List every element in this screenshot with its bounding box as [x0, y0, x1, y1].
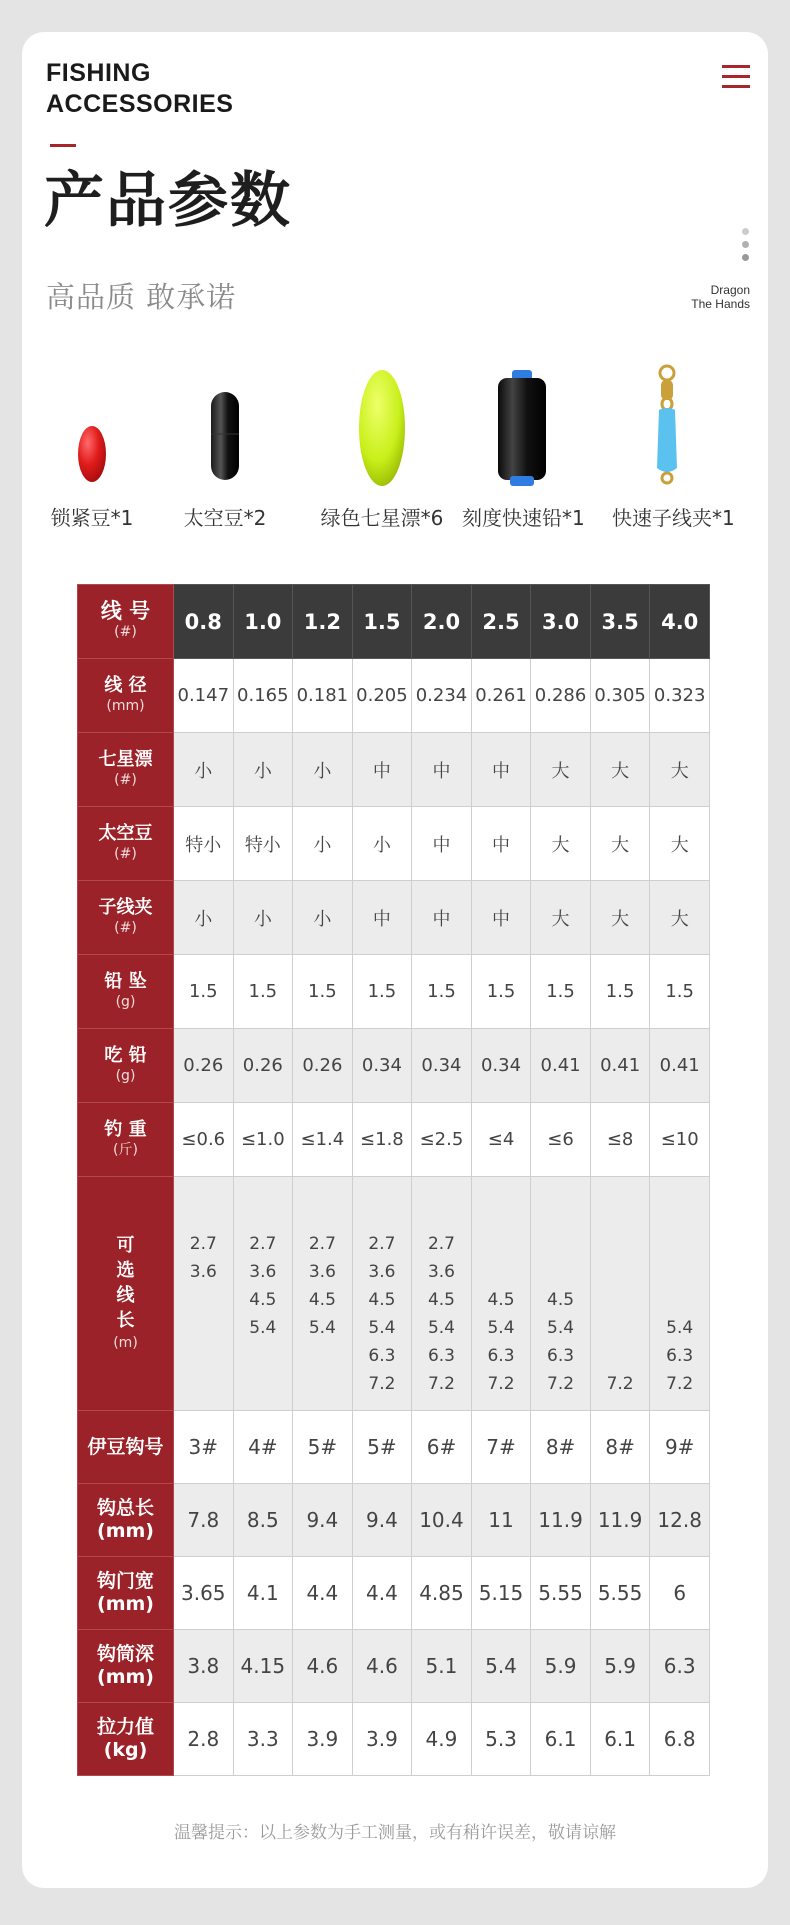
size-cell: 3.0	[531, 585, 591, 659]
table-row	[78, 955, 710, 1029]
table-cell: ≤1.0	[233, 1103, 293, 1177]
table-cell: 1.5	[412, 955, 472, 1029]
brand-line-1: FISHING	[46, 59, 151, 87]
table-cell: 中	[471, 733, 531, 807]
table-cell: 4.4	[352, 1557, 412, 1630]
table-cell: 0.34	[352, 1029, 412, 1103]
table-cell: 8.5	[233, 1484, 293, 1557]
table-cell: 11	[471, 1484, 531, 1557]
row-header: 钩筒深 (mm)	[78, 1630, 174, 1703]
length-cell: 4.5 5.4 6.3 7.2	[531, 1177, 591, 1411]
table-cell: 小	[174, 733, 234, 807]
hamburger-menu-icon[interactable]	[722, 65, 750, 89]
product-list	[22, 360, 768, 540]
table-cell: ≤1.4	[293, 1103, 353, 1177]
product-label: 太空豆*2	[183, 506, 267, 530]
table-cell: 0.41	[650, 1029, 710, 1103]
product-lock-bead	[50, 360, 134, 540]
table-cell: 5.1	[412, 1630, 472, 1703]
row-header: 太空豆 (#)	[78, 807, 174, 881]
table-cell: 4.4	[293, 1557, 353, 1630]
table-cell: 大	[650, 807, 710, 881]
page-title: 产品参数	[44, 166, 292, 236]
table-cell: 5.9	[531, 1630, 591, 1703]
accent-divider	[50, 144, 76, 147]
table-cell: ≤0.6	[174, 1103, 234, 1177]
table-cell: 1.5	[293, 955, 353, 1029]
table-cell: 大	[590, 733, 650, 807]
tagline-line-1: Dragon	[710, 283, 750, 297]
table-cell: 大	[590, 807, 650, 881]
row-header: 线 号 (#)	[78, 585, 174, 659]
table-cell: 中	[471, 807, 531, 881]
table-row	[78, 1103, 710, 1177]
table-cell: 5.55	[531, 1557, 591, 1630]
table-cell: 5#	[293, 1411, 353, 1484]
size-cell: 4.0	[650, 585, 710, 659]
table-cell: 特小	[174, 807, 234, 881]
table-cell: 1.5	[531, 955, 591, 1029]
table-cell: 0.323	[650, 659, 710, 733]
table-cell: 0.165	[233, 659, 293, 733]
table-row-lengths	[78, 1177, 710, 1411]
product-swivel-clip	[612, 360, 735, 540]
table-cell: 0.34	[471, 1029, 531, 1103]
table-cell: 大	[650, 881, 710, 955]
table-cell: 11.9	[590, 1484, 650, 1557]
table-cell: 0.305	[590, 659, 650, 733]
length-cell: 2.7 3.6 4.5 5.4 6.3 7.2	[352, 1177, 412, 1411]
table-cell: 5.4	[471, 1630, 531, 1703]
table-cell: 大	[531, 733, 591, 807]
vertical-dots-icon	[742, 228, 750, 268]
table-cell: 0.26	[293, 1029, 353, 1103]
table-cell: 小	[352, 807, 412, 881]
swivel-clip-icon	[632, 360, 702, 490]
product-label: 锁紧豆*1	[50, 506, 134, 530]
table-cell: 0.234	[412, 659, 472, 733]
product-label: 绿色七星漂*6	[320, 506, 444, 530]
table-cell: 小	[293, 881, 353, 955]
table-cell: 3.9	[352, 1703, 412, 1776]
table-cell: 0.26	[233, 1029, 293, 1103]
table-cell: 6.1	[590, 1703, 650, 1776]
row-header: 可 选 线 长 (m)	[78, 1177, 174, 1411]
length-cell: 7.2	[590, 1177, 650, 1411]
table-cell: 4.6	[352, 1630, 412, 1703]
table-cell: 0.147	[174, 659, 234, 733]
length-cell: 2.7 3.6 4.5 5.4	[293, 1177, 353, 1411]
table-cell: 0.181	[293, 659, 353, 733]
table-cell: 0.261	[471, 659, 531, 733]
table-cell: 5.3	[471, 1703, 531, 1776]
red-bead-icon	[57, 360, 127, 490]
brand-line-2: ACCESSORIES	[46, 90, 234, 118]
table-cell: 0.205	[352, 659, 412, 733]
table-cell: ≤2.5	[412, 1103, 472, 1177]
table-cell: 0.34	[412, 1029, 472, 1103]
table-cell: 4.1	[233, 1557, 293, 1630]
table-cell: 9.4	[293, 1484, 353, 1557]
table-row	[78, 1029, 710, 1103]
size-cell: 0.8	[174, 585, 234, 659]
row-header: 钩门宽 (mm)	[78, 1557, 174, 1630]
table-cell: 9.4	[352, 1484, 412, 1557]
table-row	[78, 1703, 710, 1776]
length-cell: 2.7 3.6 4.5 5.4	[233, 1177, 293, 1411]
table-cell: 3.9	[293, 1703, 353, 1776]
table-cell: 4.85	[412, 1557, 472, 1630]
table-row	[78, 881, 710, 955]
table-row	[78, 733, 710, 807]
table-row	[78, 807, 710, 881]
table-row	[78, 1484, 710, 1557]
table-cell: 0.26	[174, 1029, 234, 1103]
table-cell: 3.65	[174, 1557, 234, 1630]
table-cell: 大	[590, 881, 650, 955]
table-row	[78, 659, 710, 733]
table-cell: 小	[293, 733, 353, 807]
table-cell: 5#	[352, 1411, 412, 1484]
table-cell: 3#	[174, 1411, 234, 1484]
row-header: 铅 坠 (g)	[78, 955, 174, 1029]
table-cell: 1.5	[590, 955, 650, 1029]
table-cell: 0.41	[590, 1029, 650, 1103]
table-cell: ≤1.8	[352, 1103, 412, 1177]
table-cell: 中	[352, 881, 412, 955]
table-cell: 1.5	[352, 955, 412, 1029]
table-cell: 4#	[233, 1411, 293, 1484]
row-header: 吃 铅 (g)	[78, 1029, 174, 1103]
table-cell: 中	[412, 807, 472, 881]
table-cell: 11.9	[531, 1484, 591, 1557]
table-cell: ≤8	[590, 1103, 650, 1177]
table-cell: 中	[352, 733, 412, 807]
size-cell: 1.5	[352, 585, 412, 659]
table-cell: 12.8	[650, 1484, 710, 1557]
row-header: 伊豆钩号	[78, 1411, 174, 1484]
green-float-icon	[337, 360, 427, 490]
table-cell: 1.5	[650, 955, 710, 1029]
brand-tagline	[691, 283, 750, 311]
table-cell: 3.8	[174, 1630, 234, 1703]
size-cell: 1.0	[233, 585, 293, 659]
table-row	[78, 1411, 710, 1484]
table-cell: 6.8	[650, 1703, 710, 1776]
black-space-bean-icon	[190, 360, 260, 490]
table-cell: 5.55	[590, 1557, 650, 1630]
table-cell: 小	[174, 881, 234, 955]
table-header-row	[78, 585, 710, 659]
table-cell: 1.5	[233, 955, 293, 1029]
table-cell: 特小	[233, 807, 293, 881]
table-cell: 大	[650, 733, 710, 807]
footnote: 温馨提示：以上参数为手工测量，或有稍许误差，敬请谅解	[174, 1823, 616, 1843]
page-subtitle: 高品质 敢承诺	[46, 280, 237, 314]
row-header: 七星漂 (#)	[78, 733, 174, 807]
size-cell: 1.2	[293, 585, 353, 659]
table-cell: ≤4	[471, 1103, 531, 1177]
table-cell: 3.3	[233, 1703, 293, 1776]
table-cell: 小	[293, 807, 353, 881]
product-spool-lead	[462, 360, 585, 540]
table-cell: 6.3	[650, 1630, 710, 1703]
table-cell: 中	[412, 881, 472, 955]
table-cell: 6	[650, 1557, 710, 1630]
table-row	[78, 1557, 710, 1630]
table-cell: 9#	[650, 1411, 710, 1484]
row-header: 钓 重 (斤)	[78, 1103, 174, 1177]
table-cell: 中	[412, 733, 472, 807]
table-cell: 8#	[531, 1411, 591, 1484]
table-cell: 6#	[412, 1411, 472, 1484]
product-space-bean	[183, 360, 267, 540]
size-cell: 3.5	[590, 585, 650, 659]
table-cell: 1.5	[471, 955, 531, 1029]
table-cell: 1.5	[174, 955, 234, 1029]
length-cell: 4.5 5.4 6.3 7.2	[471, 1177, 531, 1411]
table-cell: 小	[233, 881, 293, 955]
table-cell: 8#	[590, 1411, 650, 1484]
row-header: 钩总长 (mm)	[78, 1484, 174, 1557]
table-cell: 10.4	[412, 1484, 472, 1557]
product-label: 刻度快速铅*1	[462, 506, 585, 530]
table-cell: 6.1	[531, 1703, 591, 1776]
table-cell: 7#	[471, 1411, 531, 1484]
table-cell: 0.41	[531, 1029, 591, 1103]
tagline-line-2: The Hands	[691, 297, 750, 311]
table-cell: 4.9	[412, 1703, 472, 1776]
table-cell: 中	[471, 881, 531, 955]
size-cell: 2.0	[412, 585, 472, 659]
table-cell: 0.286	[531, 659, 591, 733]
length-cell: 2.7 3.6	[174, 1177, 234, 1411]
table-cell: 5.9	[590, 1630, 650, 1703]
table-row	[78, 1630, 710, 1703]
spool-lead-icon	[482, 360, 562, 490]
table-cell: 4.6	[293, 1630, 353, 1703]
table-cell: 大	[531, 807, 591, 881]
brand-logo-text	[46, 58, 233, 120]
table-cell: 2.8	[174, 1703, 234, 1776]
size-cell: 2.5	[471, 585, 531, 659]
spec-table	[77, 584, 710, 1776]
table-cell: 大	[531, 881, 591, 955]
table-cell: 7.8	[174, 1484, 234, 1557]
table-cell: ≤6	[531, 1103, 591, 1177]
product-label: 快速子线夹*1	[612, 506, 735, 530]
length-cell: 2.7 3.6 4.5 5.4 6.3 7.2	[412, 1177, 472, 1411]
table-cell: 小	[233, 733, 293, 807]
table-cell: 4.15	[233, 1630, 293, 1703]
table-cell: 5.15	[471, 1557, 531, 1630]
product-green-float	[320, 360, 444, 540]
length-cell: 5.4 6.3 7.2	[650, 1177, 710, 1411]
table-cell: ≤10	[650, 1103, 710, 1177]
row-header: 线 径 (mm)	[78, 659, 174, 733]
row-header: 拉力值 (kg)	[78, 1703, 174, 1776]
row-header: 子线夹 (#)	[78, 881, 174, 955]
